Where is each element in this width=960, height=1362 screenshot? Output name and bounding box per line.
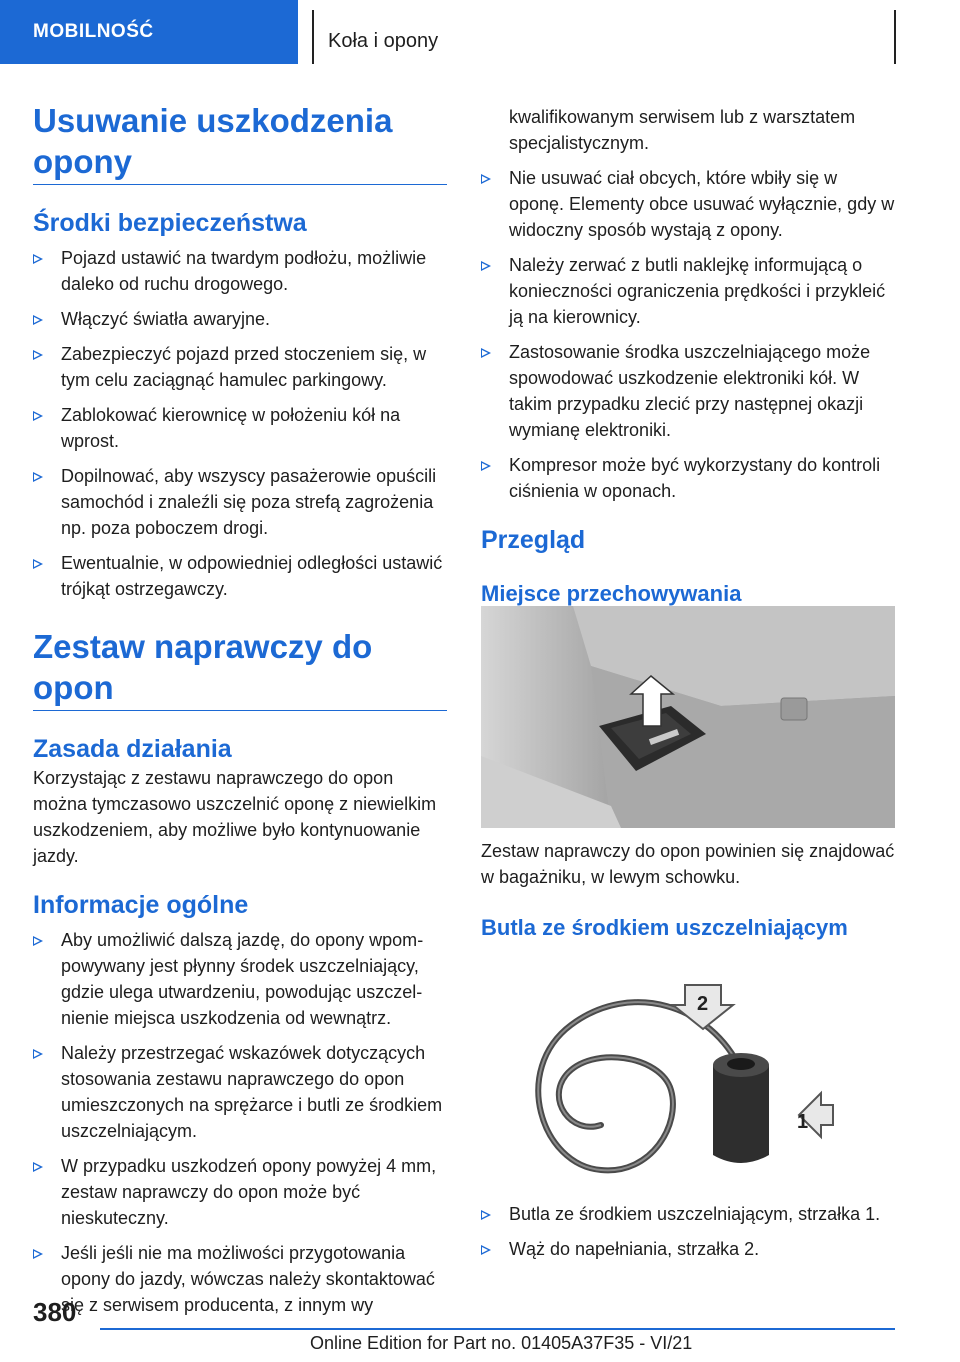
bottle-list — [481, 1201, 895, 1262]
safety-list — [33, 245, 447, 602]
sealant-bottle-image — [481, 975, 895, 1185]
kit-list — [481, 165, 895, 504]
section-header — [312, 10, 896, 64]
triangle-bullet-icon — [481, 348, 491, 358]
triangle-bullet-icon — [33, 559, 43, 569]
general-heading: Informacje ogólne — [33, 891, 249, 919]
list-item: Należy przestrzegać wskazówek dotyczących stosowania zestawu naprawczego do opon umieszczonych na sprężarce i butli ze środkiem uszczelniającym. — [33, 1040, 447, 1144]
continued-text: kwalifikowanym serwisem lub z warsztatem specjalistycznym. — [509, 107, 856, 153]
triangle-bullet-icon — [33, 1249, 43, 1259]
list-item: Zabezpieczyć pojazd przed stoczeniem się, w tym celu zaciągnąć hamulec parkingowy. — [33, 341, 447, 393]
list-item: Kompresor może być wykorzystany do kontroli ciśnienia w oponach. — [481, 452, 895, 504]
page-number: 380 — [33, 1297, 77, 1327]
list-item: Pojazd ustawić na twardym podłożu, możliwie daleko od ruchu drogowego. — [33, 245, 447, 297]
triangle-bullet-icon — [481, 461, 491, 471]
left-column — [33, 100, 447, 1327]
section-title: Koła i opony — [328, 30, 439, 52]
list-item: Aby umożliwić dalszą jazdę, do opony wpompowywany jest płynny środek uszczelniający, gdzie ulega utwardzeniu, powodując uszczelnienie miejsca uszkodzenia od wewnątrz. — [33, 927, 447, 1031]
triangle-bullet-icon — [33, 315, 43, 325]
triangle-bullet-icon — [481, 1245, 491, 1255]
right-column — [481, 104, 895, 608]
overview-heading: Przegląd — [481, 526, 586, 554]
triangle-bullet-icon — [33, 411, 43, 421]
list-item: Wąż do napełniania, strzałka 2. — [481, 1236, 895, 1262]
principle-text: Korzystając z zestawu naprawczego do opon można tymczasowo uszczelnić oponę z niewielkim uszkodzeniem, aby możliwe było kontynuowanie jazdy. — [33, 768, 437, 866]
list-item: Należy zerwać z butli naklejkę informującą o konieczności ograniczenia prędkości i przykleić ją na kierownicy. — [481, 252, 895, 330]
kit-title: Zestaw naprawczy do opon — [33, 626, 447, 711]
list-item: Włączyć światła awaryjne. — [33, 306, 447, 332]
storage-text: Zestaw naprawczy do opon powinien się znajdować w bagażniku, w lewym schowku. — [481, 841, 895, 887]
storage-heading: Miejsce przechowywania — [481, 581, 742, 606]
triangle-bullet-icon — [33, 254, 43, 264]
list-item: Butla ze środkiem uszczelniającym, strzałka 1. — [481, 1201, 895, 1227]
storage-section — [481, 838, 895, 942]
triangle-bullet-icon — [481, 261, 491, 271]
triangle-bullet-icon — [33, 1049, 43, 1059]
sealant-bottle-illustration — [481, 975, 895, 1185]
bottle-section — [481, 1201, 895, 1271]
list-item: W przypadku uszkodzeń opony powyżej 4 mm, zestaw naprawczy do opon może być nieskuteczny. — [33, 1153, 447, 1231]
list-item: Zastosowanie środka uszczelniającego może spowodować uszkodzenie elektroniki kół. W takim przypadku zlecić przy następnej okazji wymianę elektroniki. — [481, 339, 895, 443]
footer-rule — [100, 1328, 895, 1330]
safety-heading: Środki bezpieczeństwa — [33, 209, 307, 237]
triangle-bullet-icon — [481, 1210, 491, 1220]
trunk-storage-image — [481, 606, 895, 828]
trunk-storage-illustration — [481, 606, 895, 828]
triangle-bullet-icon — [33, 350, 43, 360]
list-item: Zablokować kierownicę w położeniu kół na wprost. — [33, 402, 447, 454]
repair-title: Usuwanie uszkodzenia opony — [33, 100, 447, 185]
chapter-title: MOBILNOŚĆ — [33, 21, 154, 42]
general-list — [33, 927, 447, 1318]
principle-heading: Zasada działania — [33, 735, 232, 763]
triangle-bullet-icon — [33, 936, 43, 946]
svg-text:1: 1 — [797, 1111, 809, 1133]
triangle-bullet-icon — [481, 174, 491, 184]
list-item: Ewentualnie, w odpowiedniej odległości ustawić trójkąt ostrzegawczy. — [33, 550, 447, 602]
svg-text:2: 2 — [697, 993, 709, 1015]
bottle-heading: Butla ze środkiem uszczelniającym — [481, 915, 848, 940]
chapter-tab — [0, 0, 298, 64]
triangle-bullet-icon — [33, 1162, 43, 1172]
list-item: Dopilnować, aby wszyscy pasażerowie opuścili samochód i znaleźli się poza strefą zagrożenia np. poza poboczem drogi. — [33, 463, 447, 541]
list-item: Nie usuwać ciał obcych, które wbiły się w oponę. Elementy obce usuwać wyłącznie, gdy w widoczny sposób wystają z opony. — [481, 165, 895, 243]
edition-text: Online Edition for Part no. 01405A37F35 - VI/21 — [310, 1333, 693, 1353]
list-item: Jeśli jeśli nie ma możliwości przygotowania opony do jazdy, wówczas należy skontaktować się z serwisem producenta, z innym wy — [33, 1240, 447, 1318]
triangle-bullet-icon — [33, 472, 43, 482]
